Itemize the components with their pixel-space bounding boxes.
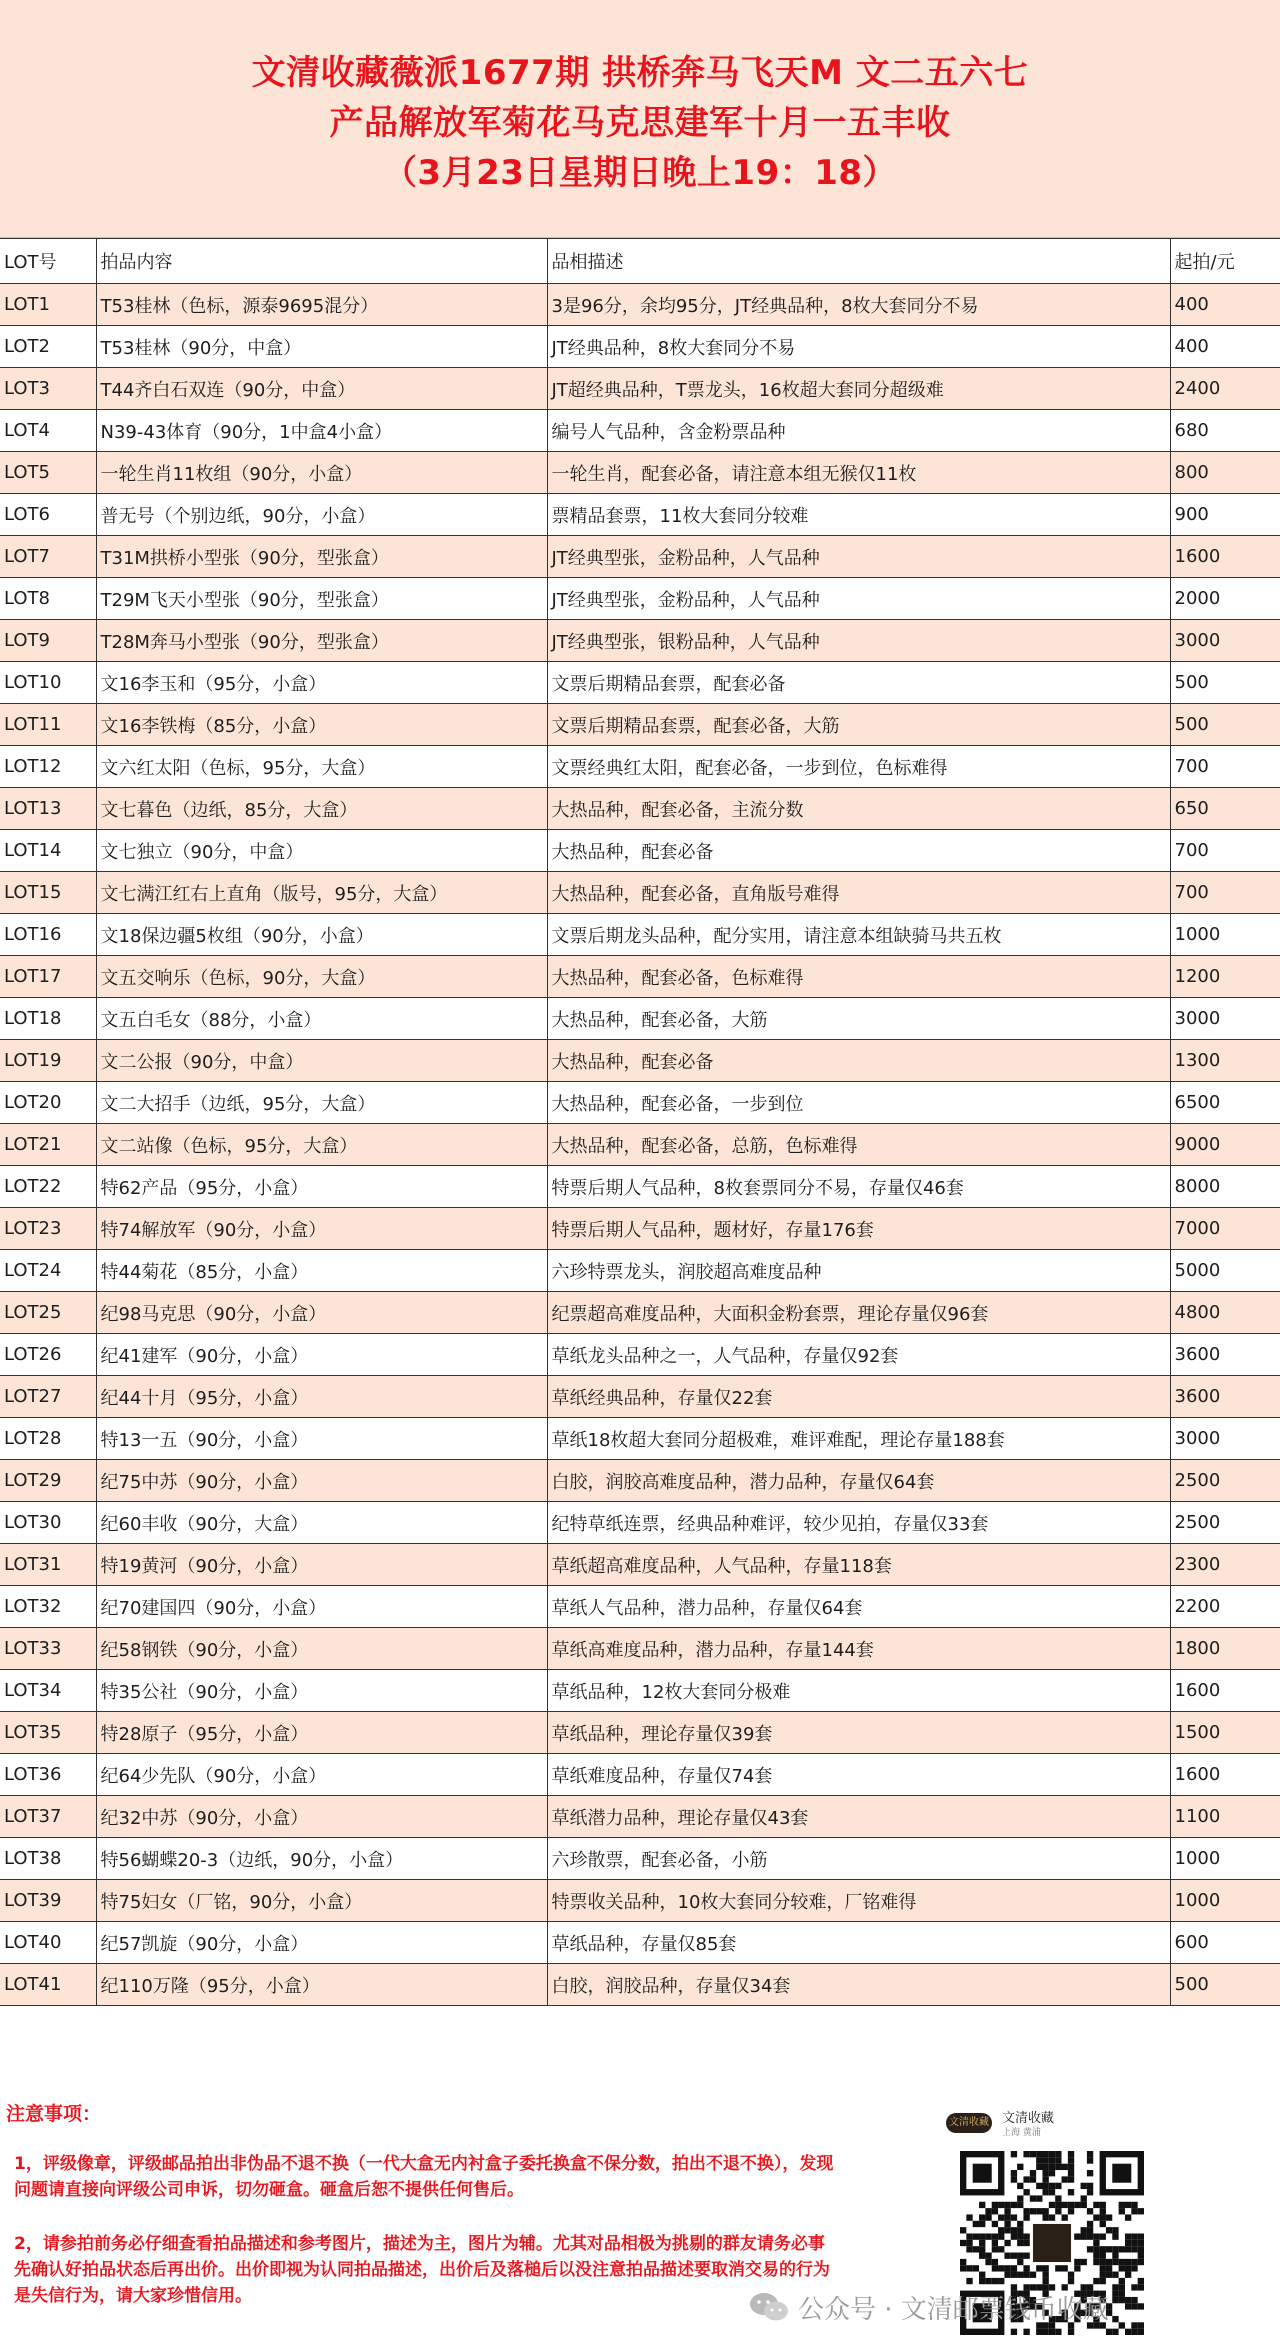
item-content-cell: 特35公社（90分，小盒）: [96, 1670, 547, 1712]
table-row: [0, 1334, 1280, 1376]
start-price-cell: 1300: [1170, 1040, 1280, 1082]
title-line-3: （3月23日星期日晚上19：18）: [382, 152, 898, 193]
lot-number-cell: LOT33: [0, 1628, 96, 1670]
lot-number-cell: LOT22: [0, 1166, 96, 1208]
table-row: [0, 1418, 1280, 1460]
condition-desc-cell: 票精品套票，11枚大套同分较难: [547, 494, 1170, 536]
table-row: [0, 1082, 1280, 1124]
qr-location: 上海 黄浦: [1002, 2128, 1041, 2138]
lot-number-cell: LOT2: [0, 326, 96, 368]
lot-number-cell: LOT19: [0, 1040, 96, 1082]
lot-table: [0, 238, 1280, 2006]
table-row: [0, 1838, 1280, 1880]
lot-number-cell: LOT12: [0, 746, 96, 788]
table-row: [0, 1754, 1280, 1796]
table-row: [0, 1376, 1280, 1418]
lot-number-cell: LOT17: [0, 956, 96, 998]
lot-number-cell: LOT36: [0, 1754, 96, 1796]
auction-header: [0, 0, 1280, 238]
condition-desc-cell: 纪票超高难度品种，大面积金粉套票，理论存量仅96套: [547, 1292, 1170, 1334]
lot-number-cell: LOT11: [0, 704, 96, 746]
column-header-lot: LOT号: [0, 239, 96, 284]
start-price-cell: 9000: [1170, 1124, 1280, 1166]
condition-desc-cell: JT经典型张，银粉品种，人气品种: [547, 620, 1170, 662]
lot-number-cell: LOT18: [0, 998, 96, 1040]
table-row: [0, 536, 1280, 578]
note-item-1: 1，评级像章，评级邮品拍出非伪品不退不换（一代大盒无内衬盒子委托换盒不保分数，拍出不退不换），发现问题请直接向评级公司申诉，切勿砸盒。砸盒后恕不提供任何售后。: [14, 2154, 834, 2200]
table-row: [0, 1670, 1280, 1712]
start-price-cell: 1800: [1170, 1628, 1280, 1670]
condition-desc-cell: 大热品种，配套必备: [547, 830, 1170, 872]
item-content-cell: 特75妇女（厂铭，90分，小盒）: [96, 1880, 547, 1922]
table-row: [0, 1460, 1280, 1502]
start-price-cell: 1200: [1170, 956, 1280, 998]
item-content-cell: 纪98马克思（90分，小盒）: [96, 1292, 547, 1334]
condition-desc-cell: 草纸潜力品种，理论存量仅43套: [547, 1796, 1170, 1838]
item-content-cell: 文二公报（90分，中盒）: [96, 1040, 547, 1082]
lot-number-cell: LOT5: [0, 452, 96, 494]
item-content-cell: 纪41建军（90分，小盒）: [96, 1334, 547, 1376]
note-item-2: 2，请参拍前务必仔细查看拍品描述和参考图片，描述为主，图片为辅。尤其对品相极为挑剔的群友请务必事先确认好拍品状态后再出价。出价即视为认同拍品描述，出价后及落槌后以没注意拍品描述要取消交易的行为是失信行为，请大家珍惜信用。: [14, 2234, 830, 2306]
item-content-cell: N39-43体育（90分，1中盒4小盒）: [96, 410, 547, 452]
start-price-cell: 3000: [1170, 1418, 1280, 1460]
start-price-cell: 2400: [1170, 368, 1280, 410]
lot-number-cell: LOT16: [0, 914, 96, 956]
lot-number-cell: LOT24: [0, 1250, 96, 1292]
table-row: [0, 662, 1280, 704]
lot-number-cell: LOT9: [0, 620, 96, 662]
lot-number-cell: LOT15: [0, 872, 96, 914]
column-header-start-price: 起拍/元: [1170, 239, 1280, 284]
condition-desc-cell: 大热品种，配套必备，大筋: [547, 998, 1170, 1040]
condition-desc-cell: 草纸18枚超大套同分超极难，难评难配，理论存量188套: [547, 1418, 1170, 1460]
item-content-cell: 文五交响乐（色标，90分，大盒）: [96, 956, 547, 998]
item-content-cell: 特74解放军（90分，小盒）: [96, 1208, 547, 1250]
item-content-cell: 文二大招手（边纸，95分，大盒）: [96, 1082, 547, 1124]
condition-desc-cell: 草纸高难度品种，潜力品种，存量144套: [547, 1628, 1170, 1670]
start-price-cell: 2000: [1170, 578, 1280, 620]
item-content-cell: 文五白毛女（88分，小盒）: [96, 998, 547, 1040]
start-price-cell: 5000: [1170, 1250, 1280, 1292]
start-price-cell: 7000: [1170, 1208, 1280, 1250]
notes-section: [0, 2055, 1280, 2349]
item-content-cell: 特28原子（95分，小盒）: [96, 1712, 547, 1754]
condition-desc-cell: 编号人气品种，含金粉票品种: [547, 410, 1170, 452]
start-price-cell: 600: [1170, 1922, 1280, 1964]
table-row: [0, 830, 1280, 872]
condition-desc-cell: 草纸品种，存量仅85套: [547, 1922, 1170, 1964]
start-price-cell: 1500: [1170, 1712, 1280, 1754]
table-row: [0, 1124, 1280, 1166]
item-content-cell: 纪70建国四（90分，小盒）: [96, 1586, 547, 1628]
item-content-cell: 纪64少先队（90分，小盒）: [96, 1754, 547, 1796]
table-row: [0, 410, 1280, 452]
table-row: [0, 1502, 1280, 1544]
table-row: [0, 494, 1280, 536]
condition-desc-cell: 纪特草纸连票，经典品种难评，较少见拍，存量仅33套: [547, 1502, 1170, 1544]
item-content-cell: 特13一五（90分，小盒）: [96, 1418, 547, 1460]
watermark: [748, 2287, 1109, 2327]
table-row: [0, 704, 1280, 746]
condition-desc-cell: JT超经典品种，T票龙头，16枚超大套同分超级难: [547, 368, 1170, 410]
lot-number-cell: LOT37: [0, 1796, 96, 1838]
condition-desc-cell: 文票后期龙头品种，配分实用，请注意本组缺骑马共五枚: [547, 914, 1170, 956]
item-content-cell: 文16李玉和（95分，小盒）: [96, 662, 547, 704]
start-price-cell: 900: [1170, 494, 1280, 536]
lot-number-cell: LOT10: [0, 662, 96, 704]
start-price-cell: 1600: [1170, 1754, 1280, 1796]
condition-desc-cell: 特票后期人气品种，8枚套票同分不易，存量仅46套: [547, 1166, 1170, 1208]
item-content-cell: 文18保边疆5枚组（90分，小盒）: [96, 914, 547, 956]
item-content-cell: 特44菊花（85分，小盒）: [96, 1250, 547, 1292]
lot-number-cell: LOT21: [0, 1124, 96, 1166]
table-row: [0, 1880, 1280, 1922]
lot-number-cell: LOT32: [0, 1586, 96, 1628]
lot-number-cell: LOT39: [0, 1880, 96, 1922]
start-price-cell: 1000: [1170, 1880, 1280, 1922]
start-price-cell: 700: [1170, 830, 1280, 872]
start-price-cell: 1100: [1170, 1796, 1280, 1838]
condition-desc-cell: 大热品种，配套必备: [547, 1040, 1170, 1082]
lot-number-cell: LOT20: [0, 1082, 96, 1124]
table-row: [0, 746, 1280, 788]
item-content-cell: 文二站像（色标，95分，大盒）: [96, 1124, 547, 1166]
table-row: [0, 1250, 1280, 1292]
start-price-cell: 2200: [1170, 1586, 1280, 1628]
lot-number-cell: LOT29: [0, 1460, 96, 1502]
wechat-icon: [748, 2290, 790, 2324]
condition-desc-cell: 文票后期精品套票，配套必备，大筋: [547, 704, 1170, 746]
item-content-cell: 普无号（个别边纸，90分，小盒）: [96, 494, 547, 536]
condition-desc-cell: JT经典品种，8枚大套同分不易: [547, 326, 1170, 368]
table-row: [0, 1964, 1280, 2006]
table-row: [0, 956, 1280, 998]
title-line-2: 产品解放军菊花马克思建军十月一五丰收: [329, 102, 951, 143]
lot-number-cell: LOT40: [0, 1922, 96, 1964]
lot-number-cell: LOT28: [0, 1418, 96, 1460]
item-content-cell: 纪75中苏（90分，小盒）: [96, 1460, 547, 1502]
condition-desc-cell: 文票后期精品套票，配套必备: [547, 662, 1170, 704]
condition-desc-cell: 六珍特票龙头，润胶超高难度品种: [547, 1250, 1170, 1292]
item-content-cell: 特62产品（95分，小盒）: [96, 1166, 547, 1208]
column-header-item: 拍品内容: [96, 239, 547, 284]
lot-number-cell: LOT30: [0, 1502, 96, 1544]
table-row: [0, 452, 1280, 494]
table-row: [0, 284, 1280, 326]
start-price-cell: 6500: [1170, 1082, 1280, 1124]
item-content-cell: T44齐白石双连（90分，中盒）: [96, 368, 547, 410]
start-price-cell: 650: [1170, 788, 1280, 830]
condition-desc-cell: JT经典型张，金粉品种，人气品种: [547, 536, 1170, 578]
start-price-cell: 2500: [1170, 1502, 1280, 1544]
start-price-cell: 400: [1170, 326, 1280, 368]
item-content-cell: 纪58钢铁（90分，小盒）: [96, 1628, 547, 1670]
item-content-cell: 纪32中苏（90分，小盒）: [96, 1796, 547, 1838]
table-header-row: [0, 239, 1280, 284]
title-line-1: 文清收藏薇派1677期 拱桥奔马飞天M 文二五六七: [251, 52, 1029, 93]
table-row: [0, 914, 1280, 956]
start-price-cell: 3000: [1170, 620, 1280, 662]
condition-desc-cell: 大热品种，配套必备，直角版号难得: [547, 872, 1170, 914]
condition-desc-cell: JT经典型张，金粉品种，人气品种: [547, 578, 1170, 620]
lot-number-cell: LOT6: [0, 494, 96, 536]
lot-number-cell: LOT25: [0, 1292, 96, 1334]
item-content-cell: 纪60丰收（90分，大盒）: [96, 1502, 547, 1544]
start-price-cell: 1600: [1170, 536, 1280, 578]
item-content-cell: T53桂林（90分，中盒）: [96, 326, 547, 368]
lot-table-wrapper: [0, 238, 1280, 2006]
watermark-text: 公众号 · 文清邮票钱币收藏: [798, 2294, 1109, 2325]
table-row: [0, 1208, 1280, 1250]
table-row: [0, 1166, 1280, 1208]
item-content-cell: 文16李铁梅（85分，小盒）: [96, 704, 547, 746]
item-content-cell: 纪57凯旋（90分，小盒）: [96, 1922, 547, 1964]
condition-desc-cell: 特票收关品种，10枚大套同分较难，厂铭难得: [547, 1880, 1170, 1922]
lot-number-cell: LOT27: [0, 1376, 96, 1418]
item-content-cell: 纪110万隆（95分，小盒）: [96, 1964, 547, 2006]
start-price-cell: 3600: [1170, 1334, 1280, 1376]
lot-number-cell: LOT13: [0, 788, 96, 830]
start-price-cell: 4800: [1170, 1292, 1280, 1334]
item-content-cell: 文七独立（90分，中盒）: [96, 830, 547, 872]
table-row: [0, 1796, 1280, 1838]
table-row: [0, 1628, 1280, 1670]
start-price-cell: 700: [1170, 872, 1280, 914]
condition-desc-cell: 3是96分，余均95分，JT经典品种，8枚大套同分不易: [547, 284, 1170, 326]
lot-number-cell: LOT38: [0, 1838, 96, 1880]
lot-number-cell: LOT3: [0, 368, 96, 410]
condition-desc-cell: 白胶，润胶高难度品种，潜力品种，存量仅64套: [547, 1460, 1170, 1502]
lot-number-cell: LOT7: [0, 536, 96, 578]
table-row: [0, 1712, 1280, 1754]
table-row: [0, 326, 1280, 368]
item-content-cell: 特19黄河（90分，小盒）: [96, 1544, 547, 1586]
table-row: [0, 578, 1280, 620]
table-row: [0, 1922, 1280, 1964]
lot-table-body: [0, 284, 1280, 2006]
condition-desc-cell: 草纸人气品种，潜力品种，存量仅64套: [547, 1586, 1170, 1628]
start-price-cell: 1000: [1170, 914, 1280, 956]
condition-desc-cell: 大热品种，配套必备，总筋，色标难得: [547, 1124, 1170, 1166]
lot-number-cell: LOT8: [0, 578, 96, 620]
table-row: [0, 1544, 1280, 1586]
condition-desc-cell: 特票后期人气品种，题材好，存量176套: [547, 1208, 1170, 1250]
brand-logo: 文清收藏: [946, 2113, 992, 2133]
condition-desc-cell: 六珍散票，配套必备，小筋: [547, 1838, 1170, 1880]
lot-number-cell: LOT14: [0, 830, 96, 872]
condition-desc-cell: 草纸难度品种，存量仅74套: [547, 1754, 1170, 1796]
start-price-cell: 500: [1170, 704, 1280, 746]
condition-desc-cell: 草纸品种，12枚大套同分极难: [547, 1670, 1170, 1712]
table-row: [0, 788, 1280, 830]
column-header-condition: 品相描述: [547, 239, 1170, 284]
start-price-cell: 3600: [1170, 1376, 1280, 1418]
condition-desc-cell: 大热品种，配套必备，主流分数: [547, 788, 1170, 830]
condition-desc-cell: 白胶，润胶品种，存量仅34套: [547, 1964, 1170, 2006]
lot-number-cell: LOT34: [0, 1670, 96, 1712]
table-row: [0, 872, 1280, 914]
start-price-cell: 500: [1170, 662, 1280, 704]
lot-number-cell: LOT41: [0, 1964, 96, 2006]
condition-desc-cell: 大热品种，配套必备，色标难得: [547, 956, 1170, 998]
lot-number-cell: LOT31: [0, 1544, 96, 1586]
condition-desc-cell: 文票经典红太阳，配套必备，一步到位，色标难得: [547, 746, 1170, 788]
item-content-cell: 一轮生肖11枚组（90分，小盒）: [96, 452, 547, 494]
table-row: [0, 620, 1280, 662]
start-price-cell: 8000: [1170, 1166, 1280, 1208]
table-row: [0, 1586, 1280, 1628]
table-row: [0, 1040, 1280, 1082]
item-content-cell: 文六红太阳（色标，95分，大盒）: [96, 746, 547, 788]
start-price-cell: 800: [1170, 452, 1280, 494]
table-row: [0, 368, 1280, 410]
item-content-cell: 纪44十月（95分，小盒）: [96, 1376, 547, 1418]
start-price-cell: 1000: [1170, 1838, 1280, 1880]
condition-desc-cell: 一轮生肖，配套必备，请注意本组无猴仅11枚: [547, 452, 1170, 494]
lot-number-cell: LOT35: [0, 1712, 96, 1754]
item-content-cell: T53桂林（色标，源泰9695混分）: [96, 284, 547, 326]
start-price-cell: 2500: [1170, 1460, 1280, 1502]
lot-number-cell: LOT4: [0, 410, 96, 452]
item-content-cell: 文七暮色（边纸，85分，大盒）: [96, 788, 547, 830]
start-price-cell: 700: [1170, 746, 1280, 788]
start-price-cell: 1600: [1170, 1670, 1280, 1712]
condition-desc-cell: 草纸品种，理论存量仅39套: [547, 1712, 1170, 1754]
item-content-cell: 文七满江红右上直角（版号，95分，大盒）: [96, 872, 547, 914]
start-price-cell: 2300: [1170, 1544, 1280, 1586]
start-price-cell: 680: [1170, 410, 1280, 452]
item-content-cell: T29M飞天小型张（90分，型张盒）: [96, 578, 547, 620]
condition-desc-cell: 草纸龙头品种之一，人气品种，存量仅92套: [547, 1334, 1170, 1376]
item-content-cell: 特56蝴蝶20-3（边纸，90分，小盒）: [96, 1838, 547, 1880]
lot-number-cell: LOT26: [0, 1334, 96, 1376]
qr-account-name: 文清收藏: [1002, 2111, 1055, 2126]
start-price-cell: 500: [1170, 1964, 1280, 2006]
notes-heading: 注意事项：: [6, 2103, 102, 2125]
condition-desc-cell: 草纸经典品种，存量仅22套: [547, 1376, 1170, 1418]
start-price-cell: 3000: [1170, 998, 1280, 1040]
item-content-cell: T28M奔马小型张（90分，型张盒）: [96, 620, 547, 662]
table-row: [0, 998, 1280, 1040]
condition-desc-cell: 草纸超高难度品种，人气品种，存量118套: [547, 1544, 1170, 1586]
condition-desc-cell: 大热品种，配套必备，一步到位: [547, 1082, 1170, 1124]
lot-number-cell: LOT23: [0, 1208, 96, 1250]
table-row: [0, 1292, 1280, 1334]
lot-number-cell: LOT1: [0, 284, 96, 326]
start-price-cell: 400: [1170, 284, 1280, 326]
item-content-cell: T31M拱桥小型张（90分，型张盒）: [96, 536, 547, 578]
